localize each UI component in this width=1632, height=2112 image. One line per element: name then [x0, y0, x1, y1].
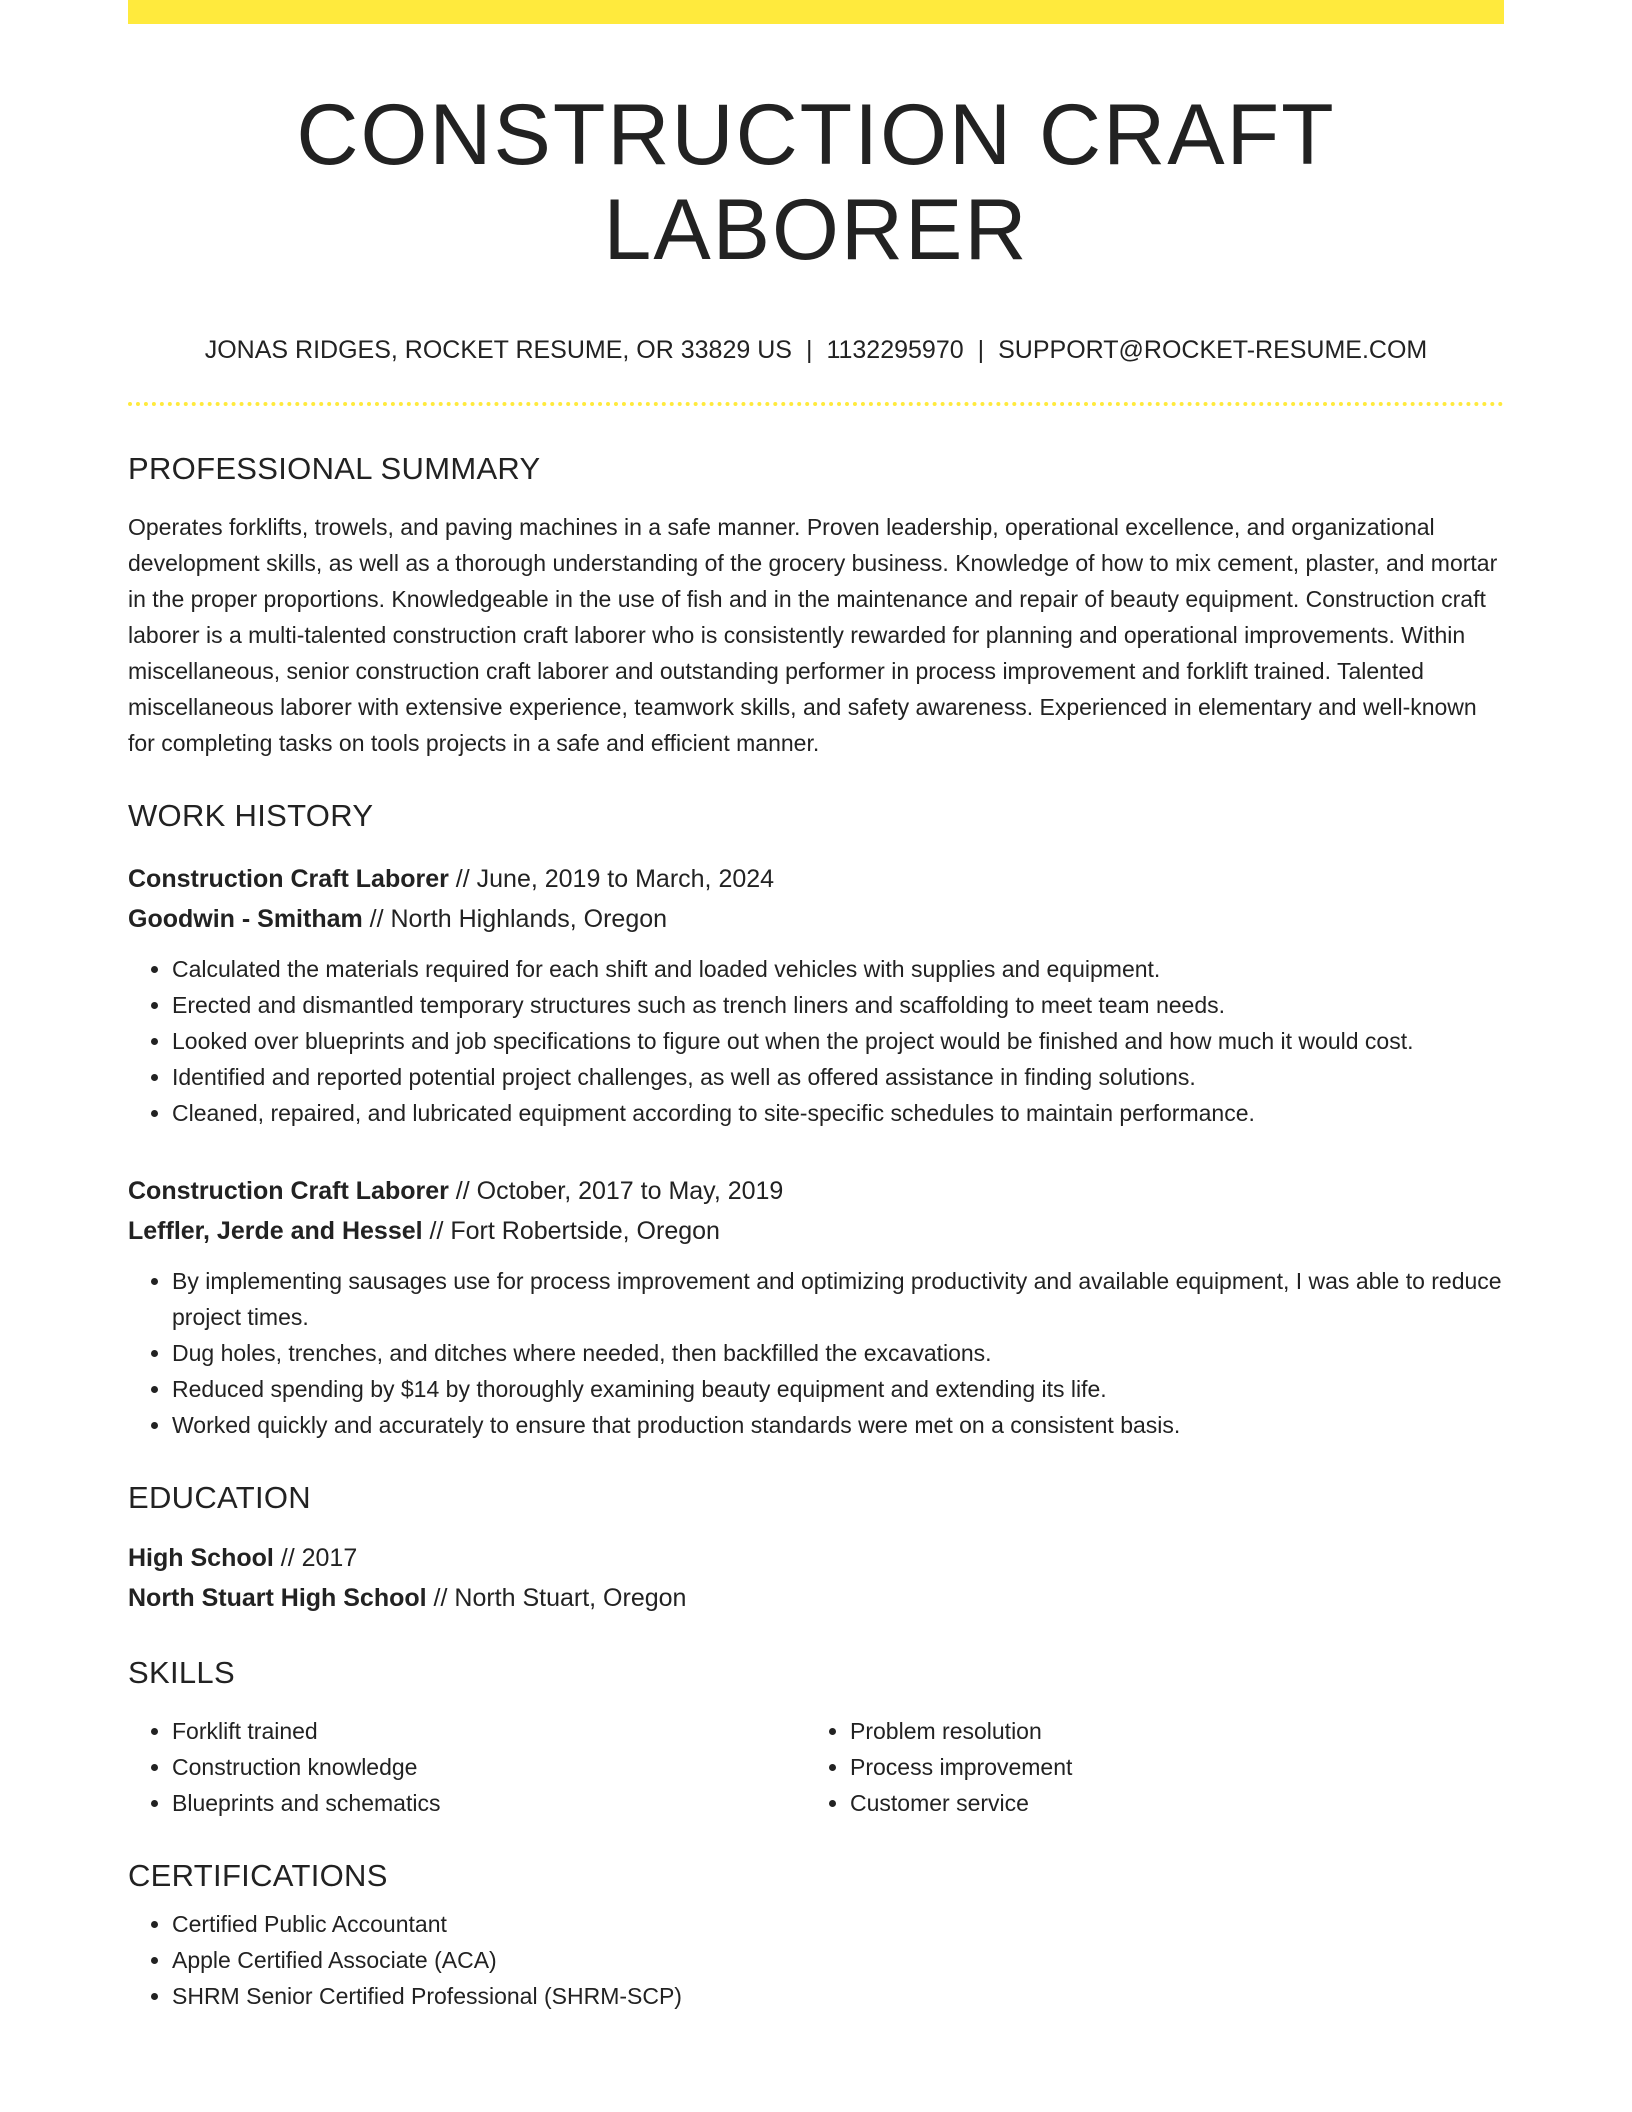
- contact-line: [128, 335, 1504, 365]
- skill-item: • Forklift trained: [172, 1713, 806, 1749]
- skills-heading: SKILLS: [128, 1654, 235, 1690]
- skill-item: • Problem resolution: [850, 1713, 1484, 1749]
- job-bullet: • Looked over blueprints and job specifications to figure out when the project would be finished and how much it would cost.: [172, 1023, 1504, 1059]
- top-accent-bar: [128, 0, 1504, 24]
- certification-item: • SHRM Senior Certified Professional (SHRM-SCP): [172, 1978, 1504, 2014]
- certification-item: • Apple Certified Associate (ACA): [172, 1942, 1504, 1978]
- job-bullet: • Calculated the materials required for each shift and loaded vehicles with supplies and equipment.: [172, 951, 1504, 987]
- job-title-line: [128, 859, 1504, 899]
- job-bullet: • Worked quickly and accurately to ensure that production standards were met on a consistent basis.: [172, 1407, 1504, 1443]
- contact-separator: |: [977, 336, 985, 365]
- job-company-line: [128, 1211, 1504, 1251]
- certifications-heading: CERTIFICATIONS: [128, 1857, 388, 1893]
- education-location: // North Stuart, Oregon: [426, 1583, 687, 1612]
- job-company: Goodwin - Smitham: [128, 904, 363, 933]
- education-year: // 2017: [273, 1543, 358, 1572]
- dotted-divider: [128, 402, 1504, 406]
- summary-heading: PROFESSIONAL SUMMARY: [128, 451, 541, 487]
- education-school: North Stuart High School: [128, 1583, 427, 1612]
- job-entry: [128, 859, 1504, 1131]
- certification-item: • Certified Public Accountant: [172, 1906, 1504, 1942]
- job-bullet: • Dug holes, trenches, and ditches where needed, then backfilled the excavations.: [172, 1335, 1504, 1371]
- education-heading: EDUCATION: [128, 1479, 311, 1515]
- contact-address: JONAS RIDGES, ROCKET RESUME, OR 33829 US: [204, 336, 792, 365]
- job-entry: [128, 1171, 1504, 1443]
- job-role: Construction Craft Laborer: [128, 1176, 449, 1205]
- job-title-line: [128, 1171, 1504, 1211]
- resume-page: [128, 0, 1504, 2014]
- skills-grid: [128, 1713, 1504, 1821]
- skill-item: • Process improvement: [850, 1749, 1484, 1785]
- job-bullet: • Identified and reported potential project challenges, as well as offered assistance in finding solutions.: [172, 1059, 1504, 1095]
- certifications-list: [128, 1906, 1504, 2014]
- education-degree: High School: [128, 1543, 274, 1572]
- work-history-heading: WORK HISTORY: [128, 798, 374, 834]
- job-dates: // June, 2019 to March, 2024: [448, 864, 775, 893]
- resume-name: CONSTRUCTION CRAFT LABORER: [296, 87, 1336, 278]
- job-company-line: [128, 899, 1504, 939]
- skills-right-column: [806, 1713, 1484, 1821]
- job-location: // Fort Robertside, Oregon: [422, 1216, 720, 1245]
- job-bullet: • Cleaned, repaired, and lubricated equipment according to site-specific schedules to maintain performance.: [172, 1095, 1504, 1131]
- education-entry: [128, 1538, 1504, 1618]
- job-bullet: • Reduced spending by $14 by thoroughly examining beauty equipment and extending its life.: [172, 1371, 1504, 1407]
- skill-item: • Construction knowledge: [172, 1749, 806, 1785]
- skill-item: • Customer service: [850, 1785, 1484, 1821]
- contact-phone: 1132295970: [826, 336, 964, 365]
- job-bullets: [128, 1263, 1504, 1443]
- job-company: Leffler, Jerde and Hessel: [128, 1216, 423, 1245]
- job-bullets: [128, 951, 1504, 1131]
- job-role: Construction Craft Laborer: [128, 864, 449, 893]
- contact-separator: |: [805, 336, 813, 365]
- education-school-line: [128, 1578, 1504, 1618]
- job-location: // North Highlands, Oregon: [362, 904, 668, 933]
- skills-left-column: [128, 1713, 806, 1821]
- job-bullet: • Erected and dismantled temporary structures such as trench liners and scaffolding to meet team needs.: [172, 987, 1504, 1023]
- education-degree-line: [128, 1538, 1504, 1578]
- skill-item: • Blueprints and schematics: [172, 1785, 806, 1821]
- job-bullet: • By implementing sausages use for process improvement and optimizing productivity and available equipment, I was able to reduce project times.: [172, 1263, 1504, 1335]
- summary-text: Operates forklifts, trowels, and paving machines in a safe manner. Proven leadership, operational excellence, and organizational development skills, as well as a thorough understanding of the grocery business. Knowledge of how to mix cement, plaster, and mortar in the proper proportions. Knowledgeable in the use of fish and in the maintenance and repair of beauty equipment. Construction craft laborer is a multi-talented construction craft laborer who is consistently rewarded for planning and operational improvements. Within miscellaneous, senior construction craft laborer and outstanding performer in process improvement and forklift trained. Talented miscellaneous laborer with extensive experience, teamwork skills, and safety awareness. Experienced in elementary and well-known for completing tasks on tools projects in a safe and efficient manner.: [128, 514, 1498, 757]
- contact-email: SUPPORT@ROCKET-RESUME.COM: [998, 336, 1428, 365]
- job-dates: // October, 2017 to May, 2019: [448, 1176, 784, 1205]
